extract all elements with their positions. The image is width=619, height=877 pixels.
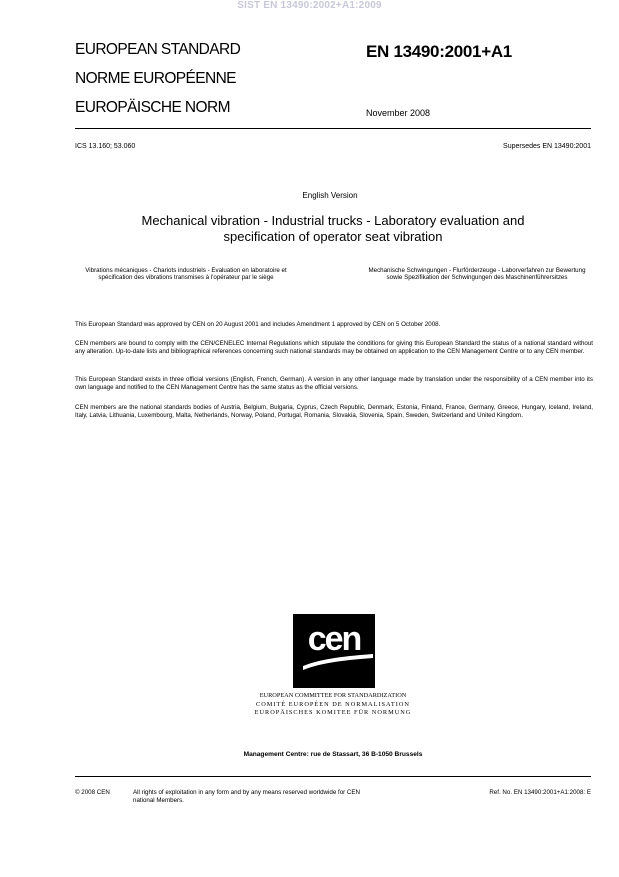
- french-title: Vibrations mécaniques - Chariots industriels - Evaluation en laboratoire et spécification des vibrations transmises à l'opérateur par le siège: [85, 267, 287, 282]
- standard-name-fr: NORME EUROPÉENNE: [75, 70, 236, 87]
- rights-statement: All rights of exploitation in any form and by any means reserved worldwide for CEN national Members.: [133, 789, 360, 804]
- committee-name-en: EUROPEAN COMMITTEE FOR STANDARDIZATION: [259, 692, 407, 699]
- version-label: English Version: [302, 191, 358, 200]
- german-title: Mechanische Schwingungen - Flurförderzeuge - Laborverfahren zur Bewertung sowie Spezifikation der Schwingungen des Maschinenführersitzes: [368, 267, 586, 282]
- committee-names: [200, 692, 466, 718]
- committee-name-de: EUROPÄISCHES KOMITEE FÜR NORMUNG: [254, 709, 412, 716]
- svg-text:cen: cen: [307, 620, 361, 658]
- footer-divider: [75, 776, 591, 777]
- publication-date: November 2008: [366, 108, 431, 118]
- watermark: SIST EN 13490:2002+A1:2009: [237, 0, 382, 11]
- versions-paragraph: This European Standard exists in three official versions (English, French, German). A version in any other language made by translation under the responsibility of a CEN member into its own language and notified to the CEN Management Centre has the same status as the official versions.: [75, 376, 593, 391]
- header-divider: [75, 128, 591, 129]
- members-paragraph: CEN members are the national standards bodies of Austria, Belgium, Bulgaria, Cyprus, Czech Republic, Denmark, Estonia, Finland, France, Germany, Greece, Hungary, Iceland, Ireland, Italy, Latvia, Lithuania, Luxembourg, Malta, Netherlands, Norway, Poland, Portugal, Romania, Slovakia, Slovenia, Spain, Sweden, Switzerland and United Kingdom.: [75, 404, 593, 419]
- approval-paragraph: This European Standard was approved by CEN on 20 August 2001 and includes Amendment 1 approved by CEN on 5 October 2008.: [75, 321, 441, 328]
- supersedes-note: Supersedes EN 13490:2001: [503, 143, 591, 150]
- document-number: EN 13490:2001+A1: [366, 42, 512, 61]
- document-title: Mechanical vibration - Industrial trucks - Laboratory evaluation and specification of operator seat vibration: [141, 213, 525, 244]
- management-centre: Management Centre: rue de Stassart, 36 B-1050 Brussels: [243, 751, 423, 758]
- ics-codes: ICS 13.160; 53.060: [75, 143, 136, 150]
- standard-name-de: EUROPÄISCHE NORM: [75, 99, 230, 116]
- copyright: © 2008 CEN: [75, 789, 110, 796]
- committee-name-fr: COMITÉ EUROPÉEN DE NORMALISATION: [256, 700, 410, 708]
- cen-logo-icon: [293, 614, 375, 688]
- standard-name-en: EUROPEAN STANDARD: [75, 41, 241, 58]
- reference-number: Ref. No. EN 13490:2001+A1:2008: E: [489, 789, 591, 796]
- compliance-paragraph: CEN members are bound to comply with the CEN/CENELEC Internal Regulations which stipulate the conditions for giving this European Standard the status of a national standard without any alteration. Up-to-date lists and bibliographical references concerning such national standards may be obtained on application to the CEN Management Centre or to any CEN member.: [75, 340, 593, 355]
